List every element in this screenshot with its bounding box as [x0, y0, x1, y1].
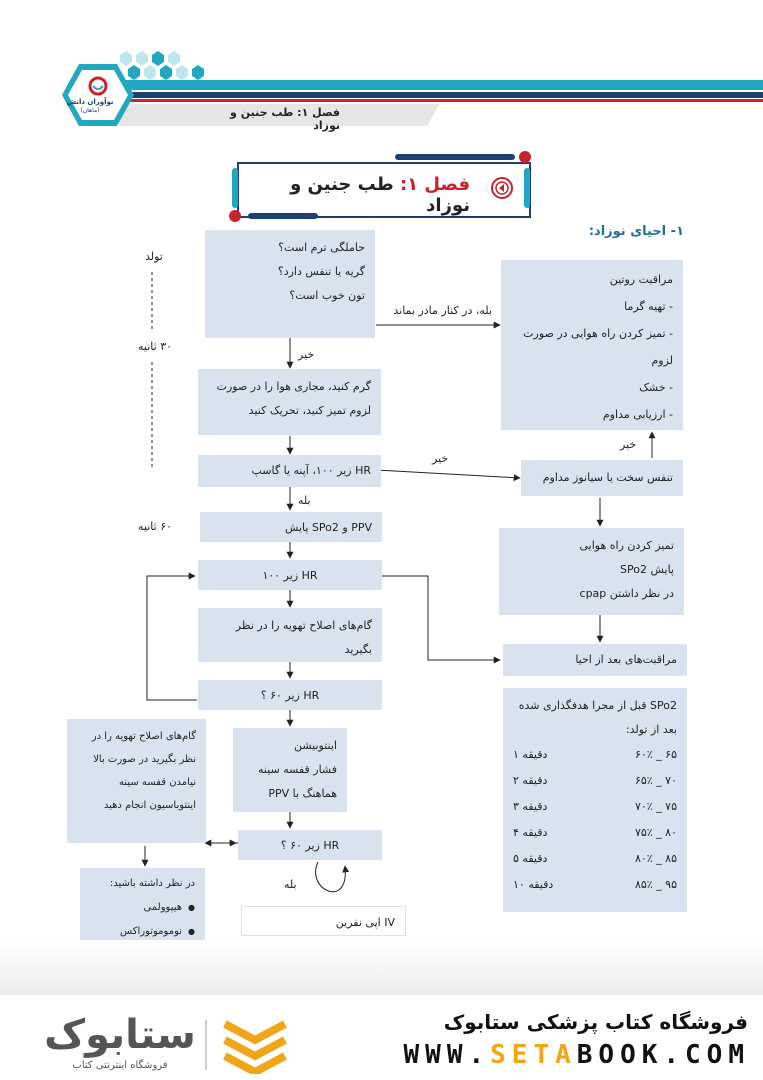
routine-item-3: لزوم: [651, 354, 673, 367]
question-breathing: گریه یا تنفس دارد؟: [277, 265, 365, 278]
url-accent: SETA: [490, 1040, 577, 1070]
spo2-table: [513, 742, 677, 898]
header-chapter-title: فصل ۱: طب جنین و نوزاد: [230, 106, 340, 132]
post-resuscitation-box: [503, 644, 687, 676]
hr-under-100-text: HR زیر ۱۰۰: [262, 569, 318, 582]
label-no-3: خیر: [620, 438, 637, 451]
consider-box: [80, 868, 205, 950]
publisher-logo-sub: (ماهان): [80, 107, 100, 114]
spo2-row: [513, 872, 677, 898]
label-no-1: خیر: [298, 348, 315, 361]
spo2-range: ۷۵ _ ۷۰٪: [634, 800, 677, 813]
timeline-birth: تولد: [145, 250, 163, 263]
chapter-title-prefix: فصل ۱:: [399, 174, 470, 195]
labored-breathing-box: [521, 460, 683, 496]
labored-breathing-text: تنفس سخت یا سیانوز مداوم: [542, 471, 673, 484]
label-yes-2: بله: [284, 878, 297, 891]
ppv-box: [200, 512, 382, 542]
correction-line-3: نیامدن قفسه سینه: [118, 777, 196, 788]
spo2-minute: دقیقه ۴: [513, 826, 548, 839]
spo2-minute: دقیقه ۵: [513, 852, 548, 865]
airway-line-3: در نظر داشتن cpap: [579, 587, 674, 600]
correction-line-1: گام‌های اصلاح تهویه را در: [91, 731, 196, 742]
spo2-row: [513, 820, 677, 846]
routine-item-5: - ارزیابی مداوم: [602, 408, 673, 421]
spo2-range: ۷۰ _ ۶۵٪: [634, 774, 677, 787]
store-name: فروشگاه کتاب پزشکی ستابوک: [443, 1010, 748, 1034]
store-url[interactable]: [390, 1040, 750, 1070]
warm-line-1: گرم کنید، مجاری هوا را در صورت: [216, 380, 371, 393]
spo2-title: SPo2 قبل از مجرا هدفگذاری شده: [518, 699, 677, 712]
hr-under-60-text: HR زیر ۶۰ ؟: [260, 689, 320, 702]
intubation-line-3: هماهنگ با PPV: [268, 787, 337, 800]
hr-under-100-box: [198, 560, 382, 590]
spo2-minute: دقیقه ۱۰: [513, 878, 554, 891]
label-yes-1: بله: [298, 494, 311, 507]
correction-line-2: نظر بگیرید در صورت بالا: [93, 754, 196, 765]
routine-title: مراقبت روتین: [609, 273, 673, 286]
hr-apnea-text: HR زیر ۱۰۰، آپنه یا گاسپ: [251, 464, 371, 477]
label-yes-mother: بله، در کنار مادر بماند: [393, 304, 492, 317]
consider-title: در نظر داشته باشید:: [109, 878, 195, 889]
spo2-row: [513, 794, 677, 820]
url-prefix: WWW.: [403, 1040, 491, 1070]
timeline-60s: ۶۰ ثانیه: [138, 520, 173, 533]
spo2-row: [513, 768, 677, 794]
hr-under-60-box: [198, 680, 382, 710]
iv-epinephrine-text: IV اپی نفرین: [335, 916, 395, 929]
hr-apnea-box: [198, 455, 381, 487]
intubation-line-1: اینتوبیشن: [293, 739, 337, 752]
routine-care-box: [501, 260, 683, 430]
logo-separator: [205, 1020, 207, 1070]
ventilation-steps-box: [198, 608, 382, 662]
spo2-minute: دقیقه ۳: [513, 800, 548, 813]
spo2-minute: دقیقه ۱: [513, 748, 548, 761]
label-no-2: خیر: [432, 452, 449, 465]
footer-fade: [0, 940, 763, 995]
url-suffix: BOOK.COM: [576, 1040, 750, 1070]
correction-line-4: اینتوباسیون انجام دهید: [103, 800, 196, 811]
section-title: ۱- احیای نوزاد:: [588, 224, 684, 239]
post-resuscitation-text: مراقبت‌های بعد از احیا: [575, 653, 677, 666]
chapter-title-rest: طب جنین و نوزاد: [290, 174, 470, 216]
store-logo-sub: فروشگاه اینترنتی کتاب: [72, 1060, 168, 1071]
routine-item-1: - تهیه گرما: [624, 300, 673, 313]
airway-line-2: پایش SPo2: [620, 563, 674, 576]
routine-item-4: - خشک: [639, 381, 673, 394]
spo2-row: [513, 846, 677, 872]
store-logo-text: ستابوک: [44, 1012, 196, 1058]
ventilation-steps-text: گام‌های اصلاح تهویه را در نظر بگیرید: [235, 619, 372, 656]
spo2-range: ۸۵ _ ۸۰٪: [634, 852, 677, 865]
spo2-minute: دقیقه ۲: [513, 774, 548, 787]
warm-line-2: لزوم تمیز کنید، تحریک کنید: [248, 404, 371, 417]
iv-epinephrine-box: [241, 906, 406, 936]
initial-assessment-box: [205, 230, 375, 338]
publisher-logo-text: نوآوران دانش: [66, 98, 114, 106]
spo2-range: ۹۵ _ ۸۵٪: [634, 878, 677, 891]
spo2-range: ۶۵ _ ۶۰٪: [634, 748, 677, 761]
intubation-box: [233, 728, 347, 812]
spo2-subtitle: بعد از تولد:: [625, 723, 677, 736]
ppv-text: PPV و SPo2 پایش: [284, 521, 372, 534]
warm-clear-box: [198, 369, 381, 435]
question-term: حاملگی ترم است؟: [278, 241, 365, 254]
timeline-30s: ۳۰ ثانیه: [138, 340, 173, 353]
ventilation-correction-box: [67, 719, 206, 843]
airway-box: [499, 528, 684, 615]
airway-line-1: تمیز کردن راه هوایی: [579, 539, 674, 552]
spo2-range: ۸۰ _ ۷۵٪: [634, 826, 677, 839]
store-logo-icon: [220, 1018, 290, 1074]
routine-item-2: - تمیز کردن راه هوایی در صورت: [523, 327, 673, 340]
spo2-target-box: [503, 688, 687, 912]
consider-hypovolemia: ● هیپوولمی: [90, 896, 195, 920]
intubation-line-2: فشار قفسه سینه: [257, 763, 337, 776]
hr-under-60-recheck-text: HR زیر ۶۰ ؟: [280, 839, 340, 852]
spo2-row: [513, 742, 677, 768]
consider-pneumothorax: ● نوموموتوراکس: [90, 920, 195, 944]
hr-under-60-recheck-box: [238, 830, 382, 860]
question-tone: تون خوب است؟: [289, 289, 365, 302]
